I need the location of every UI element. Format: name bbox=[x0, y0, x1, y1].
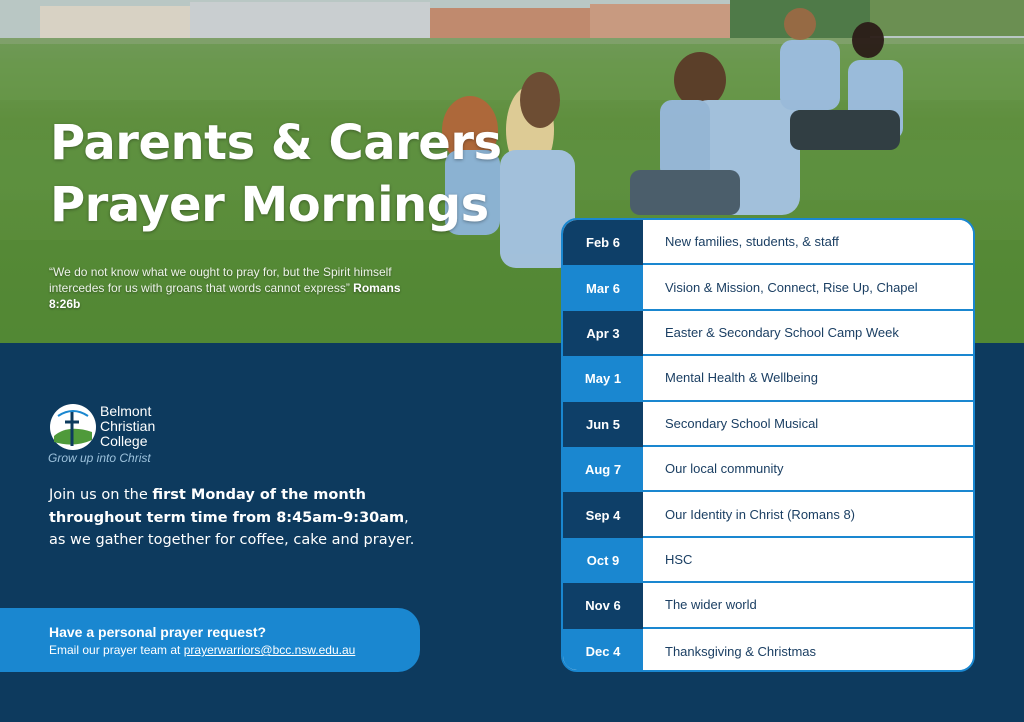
schedule-row bbox=[563, 629, 973, 672]
schedule-topic: New families, students, & staff bbox=[643, 220, 973, 265]
schedule-date: Sep 4 bbox=[563, 492, 643, 537]
college-tagline: Grow up into Christ bbox=[48, 451, 151, 465]
schedule-row bbox=[563, 356, 973, 401]
prayer-request-line bbox=[49, 642, 420, 659]
schedule-row bbox=[563, 311, 973, 356]
intro-text bbox=[49, 484, 429, 552]
schedule-topic: Secondary School Musical bbox=[643, 402, 973, 447]
college-name-line-1: Belmont bbox=[100, 403, 152, 419]
schedule-topic: Our local community bbox=[643, 447, 973, 492]
college-name-line-2: Christian bbox=[100, 418, 156, 434]
schedule-topic: Vision & Mission, Connect, Rise Up, Chapel bbox=[643, 265, 973, 310]
prayer-email-link[interactable]: prayerwarriors@bcc.nsw.edu.au bbox=[183, 643, 356, 657]
schedule-row bbox=[563, 447, 973, 492]
prayer-request-box bbox=[0, 608, 420, 672]
schedule-date: Dec 4 bbox=[563, 629, 643, 672]
schedule-date: Mar 6 bbox=[563, 265, 643, 310]
college-name bbox=[100, 404, 155, 449]
intro-highlight: first Monday of the month throughout term time from 8:45am-9:30am bbox=[49, 487, 405, 526]
schedule-date: Aug 7 bbox=[563, 447, 643, 492]
schedule-topic: Our Identity in Christ (Romans 8) bbox=[643, 492, 973, 537]
title-line-1: Parents & Carers bbox=[50, 115, 502, 171]
quote-reference: Romans 8:26b bbox=[49, 281, 401, 311]
bible-quote bbox=[49, 264, 424, 312]
schedule-row bbox=[563, 402, 973, 447]
quote-text: “We do not know what we ought to pray for, but the Spirit himself intercedes for us with groans that words cannot express” bbox=[49, 265, 392, 295]
schedule-date: May 1 bbox=[563, 356, 643, 401]
college-emblem-icon bbox=[48, 402, 98, 452]
schedule-row bbox=[563, 492, 973, 537]
schedule-row bbox=[563, 220, 973, 265]
schedule-topic: The wider world bbox=[643, 583, 973, 628]
schedule-date: Feb 6 bbox=[563, 220, 643, 265]
schedule-date: Oct 9 bbox=[563, 538, 643, 583]
schedule-topic: Thanksgiving & Christmas bbox=[643, 629, 973, 672]
schedule-row bbox=[563, 265, 973, 310]
prayer-request-text: Email our prayer team at bbox=[49, 643, 184, 657]
schedule-date: Jun 5 bbox=[563, 402, 643, 447]
schedule-topic: Mental Health & Wellbeing bbox=[643, 356, 973, 401]
college-logo bbox=[48, 402, 248, 466]
schedule-date: Nov 6 bbox=[563, 583, 643, 628]
schedule-row bbox=[563, 538, 973, 583]
intro-part-1: Join us on the bbox=[49, 487, 153, 503]
page-title bbox=[50, 112, 520, 236]
prayer-request-heading: Have a personal prayer request? bbox=[49, 624, 267, 640]
title-line-2: Prayer Mornings bbox=[50, 177, 489, 233]
schedule-table bbox=[561, 218, 975, 672]
schedule-date: Apr 3 bbox=[563, 311, 643, 356]
schedule-topic: Easter & Secondary School Camp Week bbox=[643, 311, 973, 356]
intro-part-2: , as we gather together for coffee, cake and prayer. bbox=[49, 509, 415, 548]
schedule-topic: HSC bbox=[643, 538, 973, 583]
college-name-line-3: College bbox=[100, 433, 148, 449]
schedule-row bbox=[563, 583, 973, 628]
